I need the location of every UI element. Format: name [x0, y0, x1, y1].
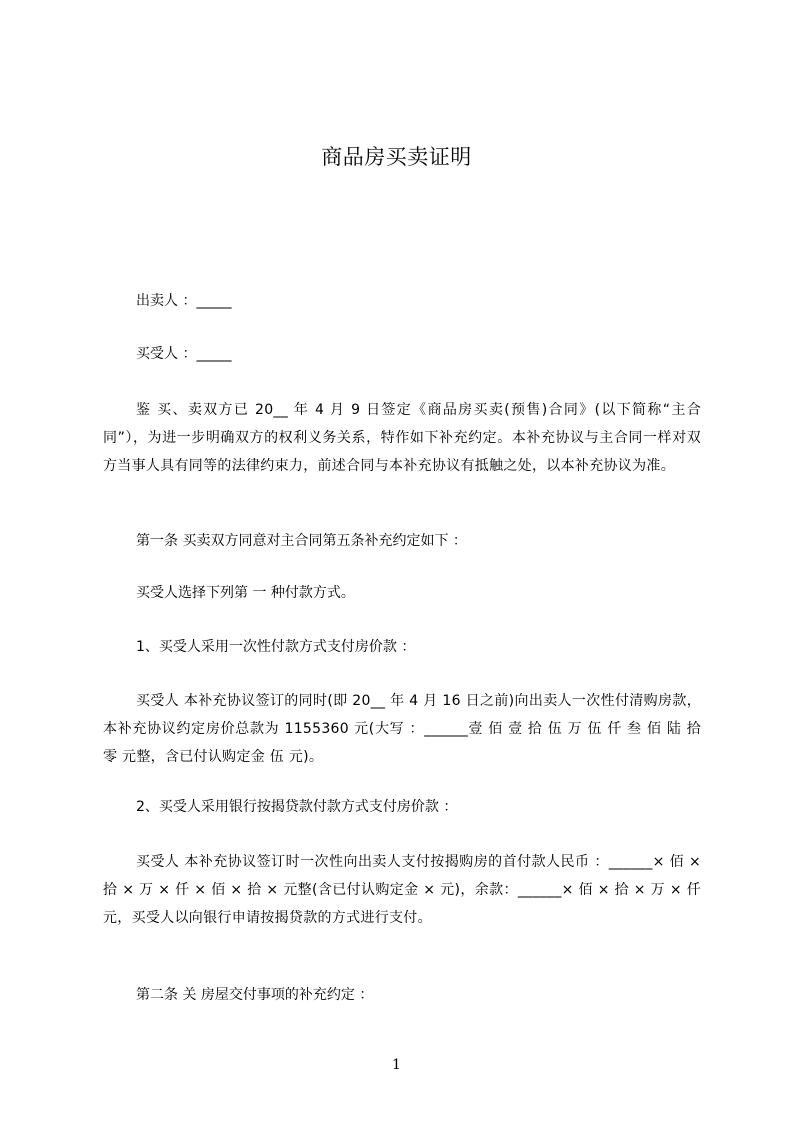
- article-2-heading: 第二条 关 房屋交付事项的补充约定 ：: [136, 987, 374, 1003]
- document-title: 商品房买卖证明: [321, 145, 472, 169]
- page-number: 1: [392, 1057, 401, 1073]
- payment-choice-line: 买受人选择下列第 一 种付款方式。: [136, 585, 355, 601]
- option-1-paragraph: 买受人 本补充协议签订的同时(即 20__ 年 4 月 16 日之前)向出卖人一次性付清购房款，本补充协议约定房价总款为 1155360 元(大写 ：______壹 佰 壹 拾 伍 万 伍 仟 叁 佰 陆 拾 零 元整，含已付认购定金 伍 元)。: [103, 693, 701, 765]
- intro-paragraph: 鉴 买、卖双方已 20__ 年 4 月 9 日签定《商品房买卖(预售)合同》(以下简称“主合同”），为进一步明确双方的权利义务关系，特作如下补充约定。本补充协议与主合同一样对双方当事人具有同等的法律约束力，前述合同与本补充协议有抵触之处，以本补充协议为准。: [103, 402, 701, 474]
- option-2-paragraph: 买受人 本补充协议签订时一次性向出卖人支付按揭购房的首付款人民币 ：______× 佰 × 拾 × 万 × 仟 × 佰 × 拾 × 元整(含已付认购定金 × 元)，余款：______× 佰 × 拾 × 万 × 仟元，买受人以向银行申请按揭贷款的方式进行支付。: [103, 854, 701, 926]
- seller-line: 出卖人 ：_____: [136, 293, 232, 309]
- article-1-heading: 第一条 买卖双方同意对主合同第五条补充约定如下 ：: [136, 533, 467, 549]
- option-2-heading: 2、买受人采用银行按揭贷款付款方式支付房价款 ：: [136, 799, 458, 815]
- option-1-heading: 1、买受人采用一次性付款方式支付房价款 ：: [136, 639, 416, 655]
- buyer-line: 买受人 ：_____: [136, 346, 232, 362]
